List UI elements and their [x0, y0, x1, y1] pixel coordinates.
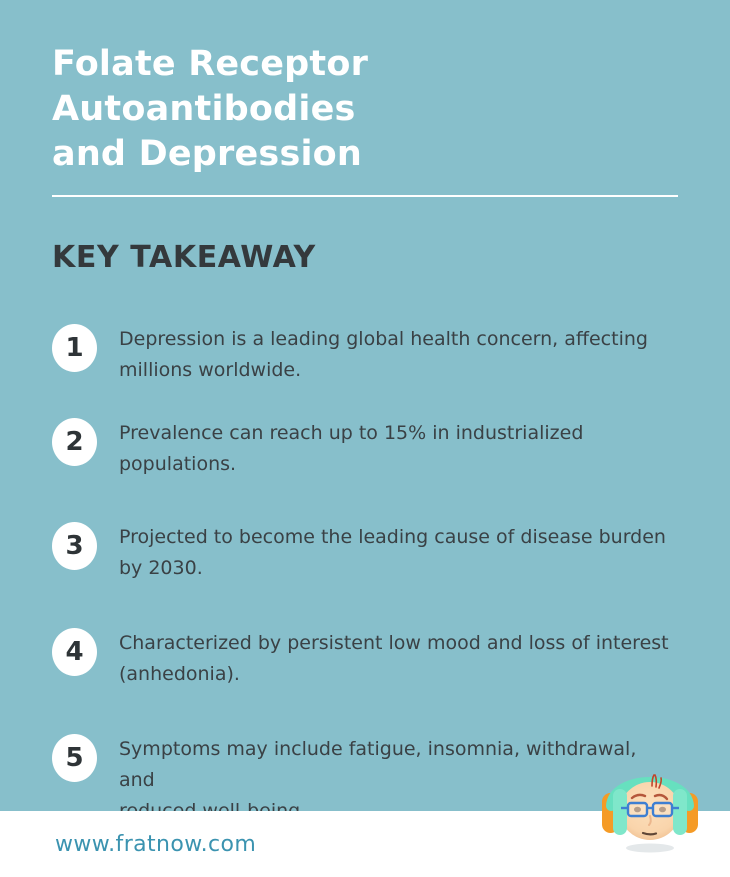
takeaway-item-4: [52, 628, 678, 690]
item-text: [119, 324, 648, 386]
item-text-line: by 2030.: [119, 557, 203, 579]
takeaway-item-2: [52, 418, 678, 480]
item-number-badge: 4: [52, 628, 97, 676]
item-text-line: Projected to become the leading cause of disease burden: [119, 526, 666, 548]
item-text-line: millions worldwide.: [119, 359, 302, 381]
item-text-line: Symptoms may include fatigue, insomnia, withdrawal, and: [119, 738, 637, 791]
page-title: [52, 0, 678, 177]
page-title-line2: and Depression: [52, 134, 363, 174]
person-with-headphones-icon: [592, 760, 704, 860]
takeaway-item-3: [52, 522, 678, 584]
item-number-badge: 5: [52, 734, 97, 782]
item-text-line: (anhedonia).: [119, 663, 240, 685]
item-text-line: Prevalence can reach up to 15% in industrialized populations.: [119, 422, 584, 475]
item-text: [119, 418, 678, 480]
takeaway-item-1: [52, 324, 678, 386]
item-text: [119, 522, 666, 584]
item-number-badge: 1: [52, 324, 97, 372]
section-heading: KEY TAKEAWAY: [52, 240, 316, 275]
website-link[interactable]: www.fratnow.com: [55, 831, 257, 857]
item-number-badge: 2: [52, 418, 97, 466]
item-number-badge: 3: [52, 522, 97, 570]
item-text: [119, 628, 669, 690]
takeaway-list: [52, 324, 678, 827]
title-divider: [52, 195, 678, 197]
item-text-line: Depression is a leading global health concern, affecting: [119, 328, 648, 350]
item-text-line: Characterized by persistent low mood and loss of interest: [119, 632, 669, 654]
page-title-line1: Folate Receptor Autoantibodies: [52, 44, 369, 129]
